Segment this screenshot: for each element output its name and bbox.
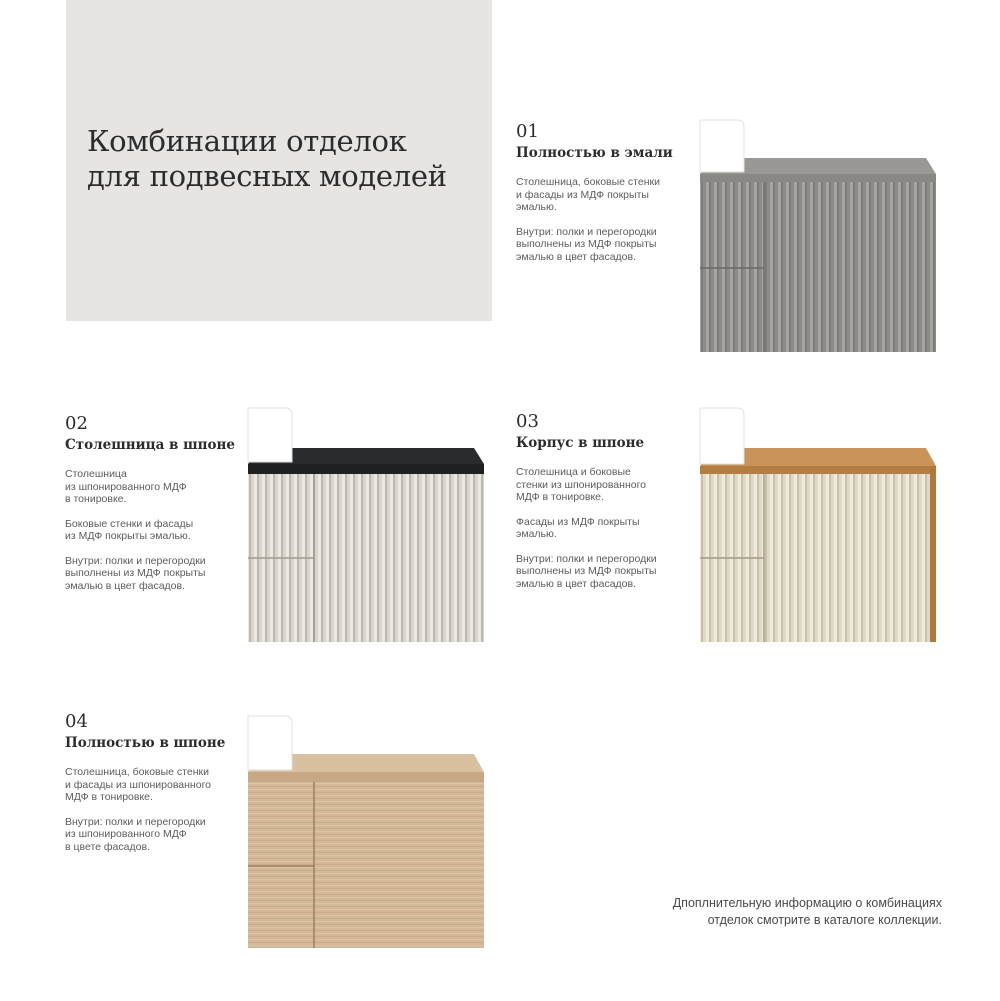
text-line: эмалью в цвет фасадов. [516,577,637,590]
text-line: эмалью в цвет фасадов. [516,250,637,263]
text-line: стенки из шпонированного [516,478,647,491]
page-title-line-1: Комбинации отделок [87,124,407,158]
text-line: из МДФ покрыты эмалью. [65,530,191,542]
text-line: в цвете фасадов. [65,840,150,853]
option-02-description [65,414,240,604]
text-line: Боковые стенки и фасады [65,517,194,530]
option-paragraph [516,516,691,541]
option-paragraph [516,226,691,264]
option-03-description [516,412,691,602]
option-04-description [65,712,240,865]
option-number: 03 [516,411,539,432]
option-heading: Полностью в эмали [516,145,673,161]
text-line: эмалью. [516,201,557,213]
text-line: выполнены из МДФ покрыты [516,565,657,577]
footnote-line-2: отделок смотрите в каталоге коллекции. [707,913,942,927]
option-paragraph [65,766,240,804]
text-line: и фасады из МДФ покрыты [516,188,649,201]
text-line: Столешница, боковые стенки [65,766,209,778]
option-number: 02 [65,413,88,434]
option-01-description [516,122,691,275]
text-line: выполнены из МДФ покрыты [516,238,657,250]
text-line: Внутри: полки и перегородки [516,225,657,238]
option-paragraph [516,553,691,591]
text-line: Столешница и боковые [516,466,631,478]
cabinet-veneer-top-black-image [246,404,486,642]
text-line: Столешница [65,468,127,480]
text-line: из шпонированного МДФ [65,828,187,840]
text-line: эмалью. [516,528,557,540]
text-line: Внутри: полки и перегородки [65,554,206,567]
text-line: Столешница, боковые стенки [516,176,660,188]
page-title-line-2: для подвесных моделей [87,159,447,193]
option-paragraph [65,518,240,543]
text-line: выполнены из МДФ покрыты [65,567,206,579]
cabinet-full-veneer-light-oak-image [246,712,486,950]
hero-panel [66,0,492,321]
footnote [673,895,942,929]
option-heading: Корпус в шпоне [516,435,645,451]
text-line: МДФ в тонировке. [65,791,153,803]
page-title [87,124,487,194]
text-line: эмалью в цвет фасадов. [65,579,186,592]
footnote-line-1: Дпоплнительную информацию о комбинациях [672,896,942,910]
option-heading: Полностью в шпоне [65,735,226,751]
option-paragraph [65,468,240,506]
text-line: Фасады из МДФ покрыты [516,515,640,528]
text-line: МДФ в тонировке. [516,491,604,503]
option-number: 04 [65,711,88,732]
option-paragraph [516,176,691,214]
text-line: Внутри: полки и перегородки [65,815,206,828]
cabinet-enamel-grey-image [698,116,938,352]
text-line: из шпонированного МДФ [65,480,187,493]
option-paragraph [516,466,691,504]
text-line: в тонировке. [65,493,127,505]
cabinet-veneer-body-oak-image [698,404,938,642]
option-heading: Столешница в шпоне [65,437,235,453]
text-line: и фасады из шпонированного [65,778,212,791]
option-paragraph [65,816,240,854]
text-line: Внутри: полки и перегородки [516,552,657,565]
option-number: 01 [516,121,539,142]
option-paragraph [65,555,240,593]
